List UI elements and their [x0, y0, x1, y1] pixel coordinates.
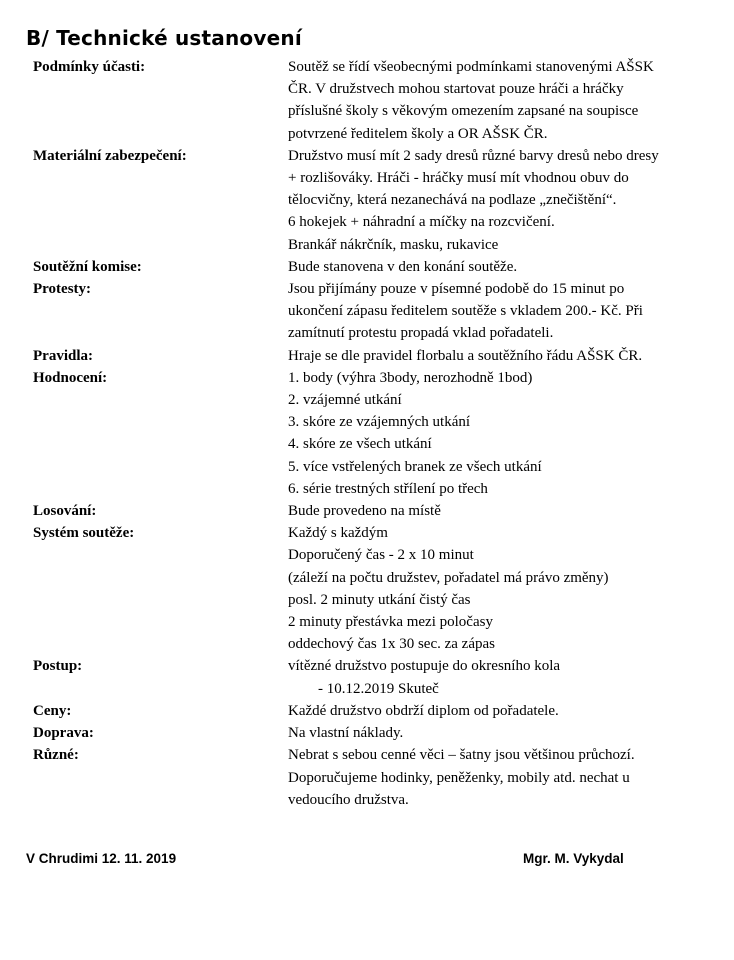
- rule-line: vedoucího družstva.: [288, 791, 409, 808]
- rule-text: [288, 145, 713, 256]
- rule-text: [288, 722, 713, 744]
- rule-line: vítězné družstvo postupuje do okresního kola: [288, 658, 561, 675]
- rule-line: Hraje se dle pravidel florbalu a soutěžního řádu AŠSK ČR.: [288, 347, 643, 364]
- rule-line: 5. více vstřelených branek ze všech utkání: [288, 458, 542, 475]
- rule-line: Soutěž se řídí všeobecnými podmínkami stanovenými AŠSK: [288, 59, 654, 75]
- rule-text: [288, 278, 713, 345]
- rule-line: Brankář nákrčník, masku, rukavice: [288, 236, 499, 253]
- rule-line: 6. série trestných střílení po třech: [288, 480, 488, 497]
- rule-line: posl. 2 minuty utkání čistý čas: [288, 591, 471, 608]
- rule-row-scoring: [0, 367, 734, 500]
- rule-line: Jsou přijímány pouze v písemné podobě do 15 minut po: [288, 281, 625, 298]
- rule-line: 6 hokejek + náhradní a míčky na rozcvičení.: [288, 214, 555, 231]
- rule-line: Každý s každým: [288, 525, 388, 542]
- rule-line: ukončení zápasu ředitelem soutěže s vkladem 200.- Kč. Při: [288, 303, 643, 320]
- rule-text: [288, 367, 713, 500]
- rule-label: Pravidla:: [33, 347, 93, 364]
- rule-label: Systém soutěže:: [33, 525, 135, 542]
- rule-label: Ceny:: [33, 702, 72, 719]
- rule-line: (záleží na počtu družstev, pořadatel má právo změny): [288, 569, 609, 586]
- rule-text: [288, 700, 713, 722]
- rule-line: příslušné školy s věkovým omezením zapsané na soupisce: [288, 103, 639, 120]
- rule-label: Různé:: [33, 747, 79, 764]
- rule-line: Na vlastní náklady.: [288, 725, 404, 742]
- rule-label: Soutěžní komise:: [33, 258, 142, 275]
- rule-label: Doprava:: [33, 725, 94, 742]
- rule-line: Družstvo musí mít 2 sady dresů různé barvy dresů nebo dresy: [288, 147, 659, 164]
- rule-line: 2. vzájemné utkání: [288, 392, 402, 409]
- rule-line: Doporučujeme hodinky, peněženky, mobily atd. nechat u: [288, 769, 630, 786]
- rule-line: 2 minuty přestávka mezi poločasy: [288, 614, 493, 631]
- rule-line: potvrzené ředitelem školy a OR AŠSK ČR.: [288, 125, 548, 142]
- rule-row-misc: [0, 744, 734, 811]
- rule-line: Bude provedeno na místě: [288, 503, 441, 520]
- section-heading: B/ Technické ustanovení: [26, 26, 302, 50]
- rule-label: Materiální zabezpečení:: [33, 147, 187, 164]
- rule-text: [288, 256, 713, 278]
- rule-line: Bude stanovena v den konání soutěže.: [288, 258, 518, 275]
- rule-row-participation: [0, 56, 734, 145]
- rule-row-transport: [0, 722, 734, 744]
- rule-line: + rozlišováky. Hráči - hráčky musí mít vhodnou obuv do: [288, 170, 629, 187]
- rule-label: Podmínky účasti:: [33, 59, 146, 75]
- rule-row-system: [0, 522, 734, 655]
- rule-line: - 10.12.2019 Skuteč: [318, 680, 439, 697]
- rule-text: [288, 655, 713, 699]
- rule-text: [288, 345, 713, 367]
- rule-label: Losování:: [33, 503, 97, 520]
- rule-row-equipment: [0, 145, 734, 256]
- rule-text: [288, 522, 713, 655]
- rule-row-advancement: [0, 655, 734, 699]
- rule-line: 1. body (výhra 3body, nerozhodně 1bod): [288, 369, 533, 386]
- rule-line: Nebrat s sebou cenné věci – šatny jsou většinou průchozí.: [288, 747, 635, 764]
- rule-row-draw: [0, 500, 734, 522]
- rule-line: Každé družstvo obdrží diplom od pořadatele.: [288, 702, 559, 719]
- rule-label: Hodnocení:: [33, 369, 108, 386]
- rule-line: 3. skóre ze vzájemných utkání: [288, 414, 471, 431]
- rule-text: [288, 744, 713, 811]
- signature: Mgr. M. Vykydal: [523, 851, 624, 866]
- rule-row-committee: [0, 256, 734, 278]
- rule-line: ČR. V družstvech mohou startovat pouze hráči a hráčky: [288, 81, 624, 98]
- rule-line: Doporučený čas - 2 x 10 minut: [288, 547, 474, 564]
- rule-line: 4. skóre ze všech utkání: [288, 436, 432, 453]
- rule-line: tělocvičny, která nezanechává na podlaze „znečištění“.: [288, 192, 617, 209]
- rule-text: [288, 500, 713, 522]
- rule-text: [288, 56, 713, 145]
- rule-line: oddechový čas 1x 30 sec. za zápas: [288, 636, 495, 653]
- rule-label: Postup:: [33, 658, 83, 675]
- place-and-date: V Chrudimi 12. 11. 2019: [26, 851, 177, 866]
- rule-row-protests: [0, 278, 734, 345]
- rule-row-rules: [0, 345, 734, 367]
- rule-line: zamítnutí protestu propadá vklad pořadateli.: [288, 325, 554, 342]
- rules-list: [0, 56, 734, 811]
- rule-label: Protesty:: [33, 281, 92, 298]
- rule-row-prizes: [0, 700, 734, 722]
